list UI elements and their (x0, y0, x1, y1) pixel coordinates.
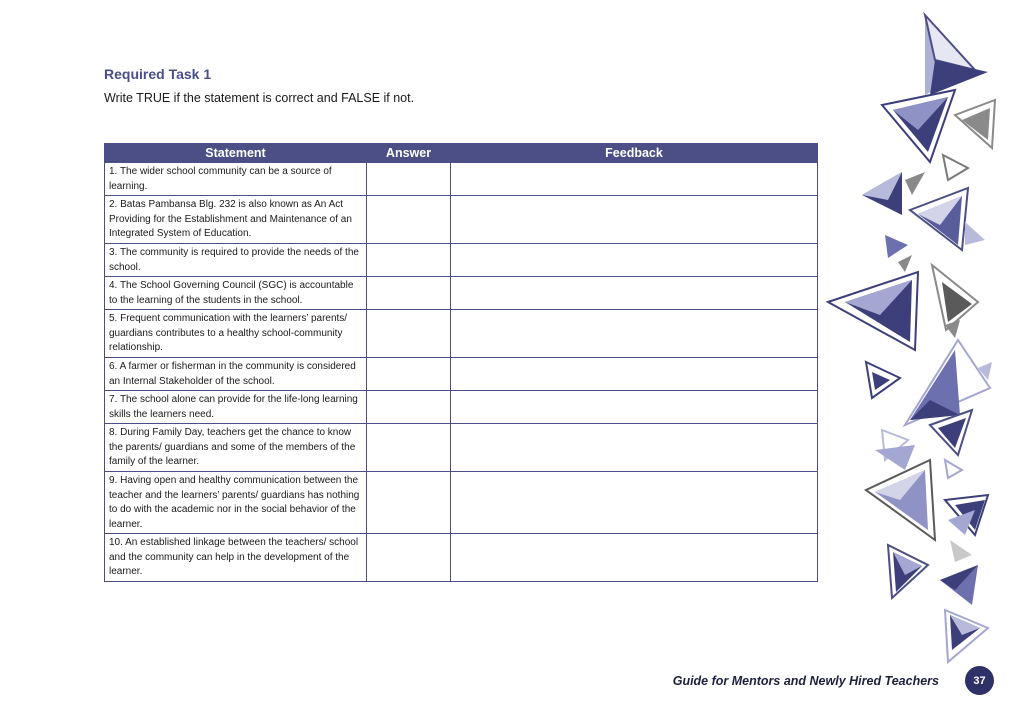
feedback-cell[interactable] (451, 163, 818, 196)
statement-cell: 5. Frequent communication with the learners’ parents/ guardians contributes to a healthy school-community relationship. (105, 310, 367, 358)
table-row (105, 391, 818, 424)
statement-cell: 6. A farmer or fisherman in the community is considered an Internal Stakeholder of the school. (105, 358, 367, 391)
task-instruction: Write TRUE if the statement is correct and FALSE if not. (104, 91, 415, 105)
answer-cell[interactable] (367, 244, 451, 277)
answer-cell[interactable] (367, 472, 451, 534)
answer-cell[interactable] (367, 277, 451, 310)
page-number-badge: 37 (965, 666, 994, 695)
table-row (105, 472, 818, 534)
feedback-cell[interactable] (451, 391, 818, 424)
feedback-cell[interactable] (451, 424, 818, 472)
answer-cell[interactable] (367, 196, 451, 244)
feedback-cell[interactable] (451, 358, 818, 391)
table-row (105, 244, 818, 277)
table-header-row (105, 144, 818, 163)
statement-cell: 3. The community is required to provide the needs of the school. (105, 244, 367, 277)
table-row (105, 424, 818, 472)
header-feedback: Feedback (451, 144, 818, 163)
statement-cell: 9. Having open and healthy communication between the teacher and the learners’ parents/ guardians has nothing to do with the academic nor in the social behavior of the learner. (105, 472, 367, 534)
feedback-cell[interactable] (451, 310, 818, 358)
answer-cell[interactable] (367, 163, 451, 196)
feedback-cell[interactable] (451, 196, 818, 244)
table-row (105, 534, 818, 582)
statement-cell: 8. During Family Day, teachers get the chance to know the parents/ guardians and some of the members of the family of the learner. (105, 424, 367, 472)
table-row (105, 310, 818, 358)
table-row (105, 163, 818, 196)
answer-cell[interactable] (367, 358, 451, 391)
answer-cell[interactable] (367, 534, 451, 582)
table-row (105, 277, 818, 310)
task-table (104, 143, 818, 582)
decorative-triangles-graphic (820, 0, 1024, 724)
statement-cell: 7. The school alone can provide for the life-long learning skills the learners need. (105, 391, 367, 424)
feedback-cell[interactable] (451, 472, 818, 534)
answer-cell[interactable] (367, 424, 451, 472)
statement-cell: 10. An established linkage between the teachers/ school and the community can help in the development of the learner. (105, 534, 367, 582)
table-row (105, 358, 818, 391)
task-title: Required Task 1 (104, 66, 212, 82)
statement-cell: 2. Batas Pambansa Blg. 232 is also known as An Act Providing for the Establishment and Maintenance of an Integrated System of Education. (105, 196, 367, 244)
statement-cell: 1. The wider school community can be a source of learning. (105, 163, 367, 196)
feedback-cell[interactable] (451, 244, 818, 277)
feedback-cell[interactable] (451, 534, 818, 582)
table-row (105, 196, 818, 244)
answer-cell[interactable] (367, 310, 451, 358)
statement-cell: 4. The School Governing Council (SGC) is accountable to the learning of the students in the school. (105, 277, 367, 310)
feedback-cell[interactable] (451, 277, 818, 310)
header-statement: Statement (105, 144, 367, 163)
footer-title: Guide for Mentors and Newly Hired Teachers (672, 674, 939, 688)
answer-cell[interactable] (367, 391, 451, 424)
header-answer: Answer (367, 144, 451, 163)
